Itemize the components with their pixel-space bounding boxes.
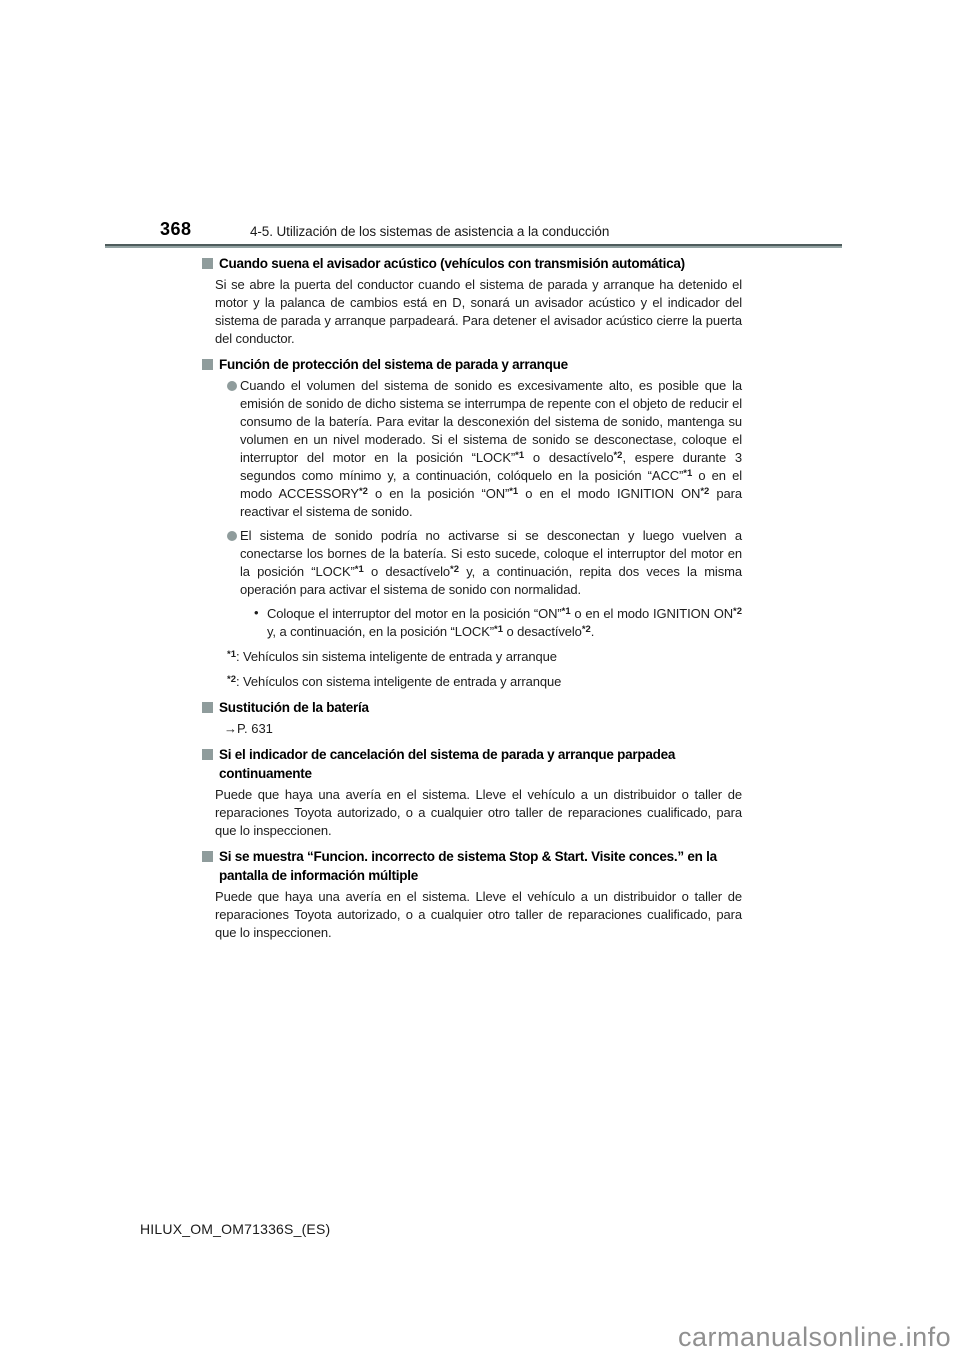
section-heading-text: Sustitución de la batería (219, 700, 369, 715)
square-bullet-icon (202, 702, 213, 713)
circle-bullet-icon (227, 381, 237, 391)
section-heading-text: Cuando suena el avisador acústico (vehículos con transmisión automática) (219, 256, 685, 271)
header-rule-divider (105, 244, 842, 248)
square-bullet-icon (202, 851, 213, 862)
section-heading (202, 254, 742, 273)
page-reference: →P. 631 (224, 721, 273, 736)
manual-section (202, 847, 742, 942)
bullet-text: Cuando el volumen del sistema de sonido es excesivamente alto, es posible que la emisión de sonido de dicho sistema se interrumpa de repente con el objeto de reducir el consumo de la batería. Para evitar la desconexión del sistema de sonido, mantenga su volumen en un nivel moderado. Si el sistema de sonido se desconectase, coloque el interruptor del motor en la posición “LOCK”$^{*1}$ o desactívelo$^{*2}$, espere durante 3 segundos como mínimo y, a continuación, colóquelo en la posición “ACC”$^{*1}$ o en el modo ACCESSORY$^{*2}$ o en la posición “ON”$^{*1}$ o en el modo IGNITION ON$^{*2}$ para reactivar el sistema de sonido. (240, 378, 742, 519)
footnote-line: $^{*1}$: Vehículos sin sistema inteligente de entrada y arranque (227, 649, 557, 664)
sub-bullet-text: Coloque el interruptor del motor en la posición “ON”$^{*1}$ o en el modo IGNITION ON$^{*2}$ y, a continuación, en la posición “LOCK”$^{*1}$ o desactívelo$^{*2}$. (267, 606, 743, 639)
paragraph: Puede que haya una avería en el sistema. Lleve el vehículo a un distribuidor o taller de reparaciones Toyota autorizado, o a cualquier otro taller de reparaciones cualificado, para que lo inspeccionen. (215, 787, 742, 838)
footnote-line: $^{*2}$: Vehículos con sistema inteligente de entrada y arranque (227, 674, 562, 689)
section-heading (202, 355, 742, 374)
section-heading-text: Si se muestra “Funcion. incorrecto de sistema Stop & Start. Visite conces.” en la pantalla de información múltiple (219, 849, 717, 883)
chapter-header-title: 4-5. Utilización de los sistemas de asistencia a la conducción (250, 224, 610, 239)
section-heading (202, 745, 742, 783)
square-bullet-icon (202, 258, 213, 269)
section-heading (202, 847, 742, 885)
bullet-item (227, 527, 742, 599)
circle-bullet-icon (227, 531, 237, 541)
section-heading-text: Función de protección del sistema de parada y arranque (219, 357, 568, 372)
bullet-text: El sistema de sonido podría no activarse si se desconectan y luego vuelven a conectarse los bornes de la batería. Si esto sucede, coloque el interruptor del motor en la posición “LOCK”$^{*1}$ o desactívelo$^{*2}$ y, a continuación, repita dos veces la misma operación para activar el sistema de sonido con normalidad. (240, 528, 742, 597)
section-heading-text: Si el indicador de cancelación del sistema de parada y arranque parpadea continuamente (219, 747, 676, 781)
manual-body (202, 254, 742, 949)
manual-section (202, 355, 742, 691)
square-bullet-icon (202, 749, 213, 760)
paragraph: Puede que haya una avería en el sistema. Lleve el vehículo a un distribuidor o taller de reparaciones Toyota autorizado, o a cualquier otro taller de reparaciones cualificado, para que lo inspeccionen. (215, 889, 742, 940)
footer-document-code: HILUX_OM_OM71336S_(ES) (140, 1221, 331, 1237)
square-bullet-icon (202, 359, 213, 370)
manual-section (202, 698, 742, 738)
sub-bullet-item (252, 605, 742, 641)
bullet-item (227, 377, 742, 521)
paragraph: Si se abre la puerta del conductor cuando el sistema de parada y arranque ha detenido el motor y la palanca de cambios está en D, sonará un avisador acústico y el indicador del sistema de parada y arranque parpadeará. Para detener el avisador acústico cierre la puerta del conductor. (215, 277, 742, 346)
page-number: 368 (160, 219, 192, 239)
watermark-text: carmanualsonline.info (678, 1322, 952, 1352)
manual-section (202, 254, 742, 348)
dot-bullet-icon: • (254, 605, 259, 620)
section-heading (202, 698, 742, 717)
manual-section (202, 745, 742, 840)
